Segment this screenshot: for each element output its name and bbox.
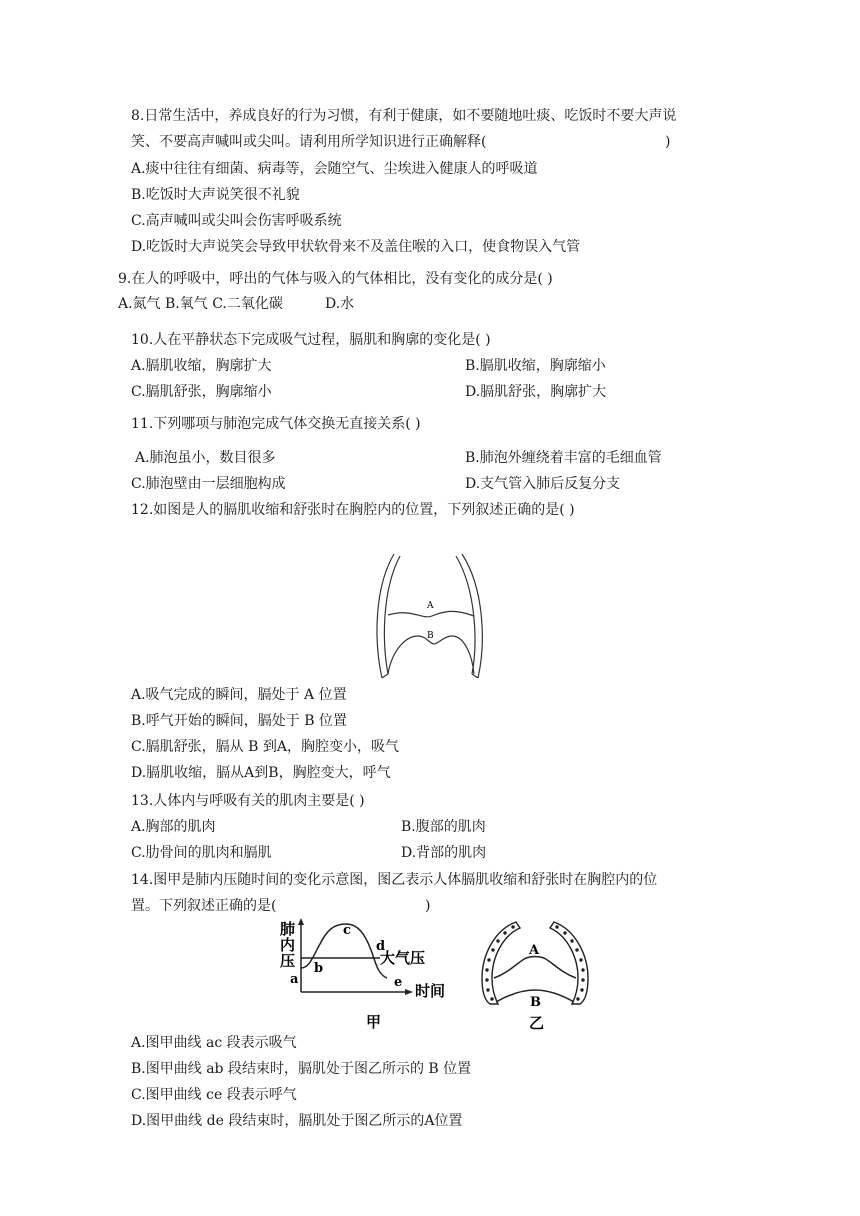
graph-point-b: b: [314, 961, 324, 976]
graph-point-a: a: [290, 972, 299, 987]
diaphragm-position-b: [388, 636, 474, 674]
q13-option-a: A.胸部的肌肉: [131, 819, 216, 835]
q8-stem-paren-close: ): [665, 134, 671, 150]
diaphragm-label-b: B: [427, 631, 434, 641]
q10-option-a: A.膈肌收缩，胸廓扩大: [131, 358, 272, 374]
graph-xlabel: 时间: [415, 982, 446, 1000]
graph-point-d: d: [376, 939, 386, 954]
q12-option-a: A.吸气完成的瞬间，膈处于 A 位置: [131, 687, 347, 703]
q14-stem-line2: 置。下列叙述正确的是(: [131, 898, 277, 914]
q10-option-d: D.膈肌舒张，胸廓扩大: [465, 384, 607, 400]
graph-atmospheric-label: 大气压: [380, 949, 426, 967]
q14-stem-paren-close: ): [425, 898, 431, 914]
q14-option-c: C.图甲曲线 ce 段表示呼气: [131, 1087, 297, 1103]
diaphragm-figure: [372, 550, 492, 685]
diaphragm-a: [494, 957, 576, 979]
q10-option-b: B.膈肌收缩，胸廓缩小: [465, 358, 606, 374]
q14-stem-line1: 14.图甲是肺内压随时间的变化示意图，图乙表示人体膈肌收缩和舒张时在胸腔内的位: [131, 872, 658, 888]
chest-wall-left-inner: [384, 556, 400, 674]
graph-point-c: c: [343, 923, 351, 938]
q14-option-a: A.图甲曲线 ac 段表示吸气: [131, 1035, 297, 1051]
graph-ylabel-char1: 肺: [280, 920, 296, 938]
fig-yi-label-a: A: [529, 943, 540, 958]
graph-ylabel-char2: 内: [280, 936, 296, 954]
q9-options: A.氮气 B.氧气 C.二氧化碳: [118, 296, 283, 312]
q11-option-c: C.肺泡壁由一层细胞构成: [131, 476, 286, 492]
q12-stem: 12.如图是人的膈肌收缩和舒张时在胸腔内的位置，下列叙述正确的是( ): [131, 502, 575, 518]
right-rib-band: [550, 922, 588, 1004]
chest-diaphragm-figure: [470, 916, 600, 1034]
graph-x-axis-arrow: [405, 989, 413, 995]
q8-option-b: B.吃饭时大声说笑很不礼貌: [131, 187, 300, 203]
q12-option-c: C.膈肌舒张，膈从 B 到A，胸腔变小，吸气: [131, 739, 399, 755]
diaphragm-position-a: [388, 611, 474, 616]
graph-point-e: e: [394, 975, 403, 990]
q8-option-c: C.高声喊叫或尖叫会伤害呼吸系统: [131, 213, 342, 229]
q8-option-d: D.吃饭时大声说笑会导致甲状软骨来不及盖住喉的入口，使食物误入气管: [131, 239, 581, 255]
q12-option-b: B.呼气开始的瞬间，膈处于 B 位置: [131, 713, 347, 729]
chest-wall-right-rim: [472, 674, 478, 678]
q11-option-a: A.肺泡虽小，数目很多: [135, 450, 276, 466]
graph-caption-jia: 甲: [366, 1013, 382, 1031]
q13-option-b: B.腹部的肌肉: [401, 819, 486, 835]
chest-wall-right-outer: [462, 554, 482, 678]
q9-option-d: D.水: [325, 296, 355, 312]
fig-caption-yi: 乙: [529, 1014, 545, 1032]
fig-yi-label-b: B: [530, 995, 541, 1010]
q11-option-d: D.支气管入肺后反复分支: [465, 476, 621, 492]
q11-stem: 11.下列哪项与肺泡完成气体交换无直接关系( ): [131, 416, 421, 432]
q8-stem-line2: 笑、不要高声喊叫或尖叫。请利用所学知识进行正确解释(: [131, 134, 487, 150]
q13-stem: 13.人体内与呼吸有关的肌肉主要是( ): [131, 793, 365, 809]
q8-option-a: A.痰中往往有细菌、病毒等，会随空气、尘埃进入健康人的呼吸道: [131, 161, 538, 177]
graph-y-axis-arrow: [298, 918, 304, 925]
graph-ylabel-char3: 压: [280, 952, 296, 970]
q13-option-c: C.肋骨间的肌肉和膈肌: [131, 845, 272, 861]
q9-stem: 9.在人的呼吸中，呼出的气体与吸入的气体相比，没有变化的成分是( ): [118, 271, 553, 287]
q8-stem-line1: 8.日常生活中，养成良好的行为习惯，有利于健康，如不要随地吐痰、吃饭时不要大声说: [131, 108, 677, 124]
diaphragm-label-a: A: [427, 601, 434, 611]
lung-pressure-graph: [270, 916, 450, 1034]
q13-option-d: D.背部的肌肉: [401, 845, 487, 861]
q10-option-c: C.膈肌舒张，胸廓缩小: [131, 384, 272, 400]
q11-option-b: B.肺泡外缠绕着丰富的毛细血管: [465, 450, 662, 466]
chest-wall-left-rim: [382, 674, 388, 678]
q14-option-d: D.图甲曲线 de 段结束时，膈肌处于图乙所示的A位置: [131, 1113, 463, 1129]
q12-option-d: D.膈肌收缩，膈从A到B，胸腔变大，呼气: [131, 765, 391, 781]
left-rib-band: [482, 922, 520, 1004]
q10-stem: 10.人在平静状态下完成吸气过程，膈肌和胸廓的变化是( ): [131, 332, 491, 348]
q14-option-b: B.图甲曲线 ab 段结束时，膈肌处于图乙所示的 B 位置: [131, 1061, 472, 1077]
